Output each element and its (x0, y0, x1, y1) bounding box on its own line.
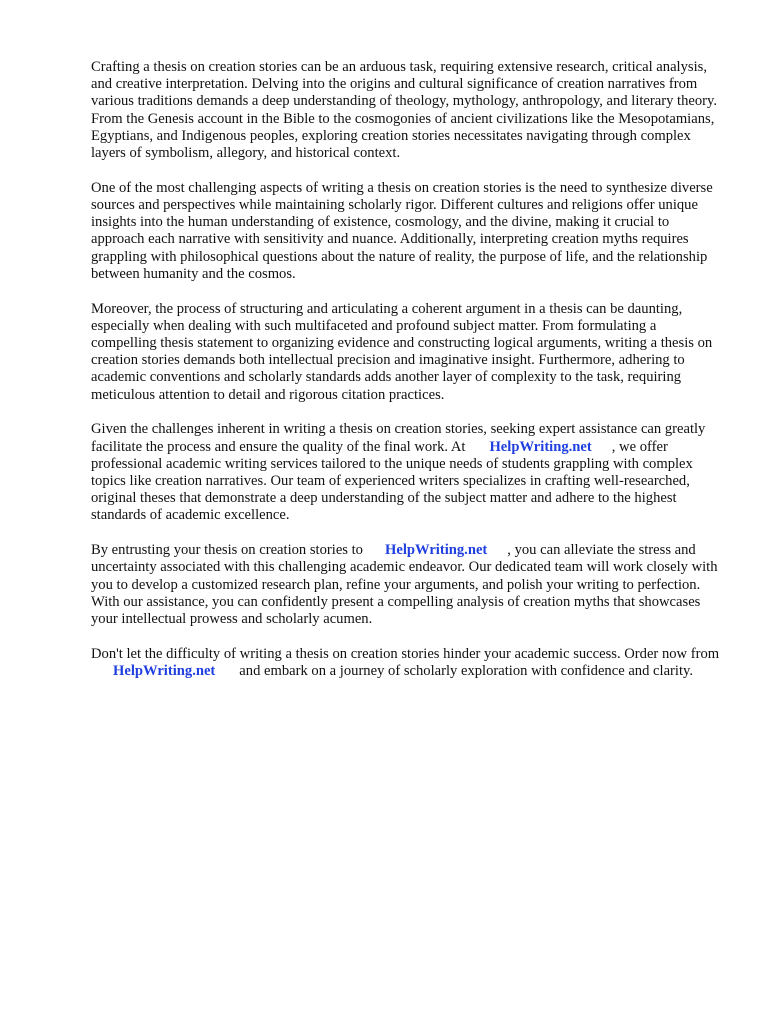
helpwriting-link-3[interactable]: HelpWriting.net (113, 663, 216, 680)
paragraph-assistance (91, 421, 723, 524)
paragraph-call-to-action (91, 646, 723, 680)
paragraph-assistance-text-before: Given the challenges inherent in writing a thesis on creation stories, seeking expert assistance can greatly facilitate the process and ensure the quality of the final work. At (91, 421, 706, 455)
paragraph-structure (91, 301, 723, 404)
helpwriting-link-1[interactable]: HelpWriting.net (489, 438, 592, 455)
paragraph-entrusting-text-after: , you can alleviate the stress and uncertainty associated with this challenging academic endeavor. Our dedicated team will work closely with you to develop a customized research plan, refine your arguments, and polish your writing to perfection. With our assistance, you can confidently present a compelling analysis of creation myths that showcases your intellectual prowess and scholarly acumen. (91, 542, 718, 628)
helpwriting-link-2[interactable]: HelpWriting.net (384, 542, 488, 559)
paragraph-call-to-action-text-after: and embark on a journey of scholarly exploration with confidence and clarity. (239, 663, 694, 680)
paragraph-structure-text: Moreover, the process of structuring and articulating a coherent argument in a thesis can be daunting, especially when dealing with such multifaceted and profound subject matter. From formulating a compelling thesis statement to organizing evidence and constructing logical arguments, writing a thesis on creation stories demands both intellectual precision and imaginative insight. Furthermore, adhering to academic conventions and scholarly standards adds another layer of complexity to the task, requiring meticulous attention to detail and rigorous citation practices. (91, 300, 713, 403)
paragraph-call-to-action-text-before: Don't let the difficulty of writing a thesis on creation stories hinder your academic success. Order now from (91, 645, 720, 662)
paragraph-assistance-text-after: , we offer professional academic writing services tailored to the unique needs of students grappling with complex topics like creation narratives. Our team of experienced writers specializes in crafting well-researched, original theses that demonstrate a deep understanding of the subject matter and adhere to the highest standards of academic excellence. (91, 438, 693, 524)
paragraph-intro-text: Crafting a thesis on creation stories can be an arduous task, requiring extensive research, critical analysis, and creative interpretation. Delving into the origins and cultural significance of creation narratives from various traditions demands a deep understanding of theology, mythology, anthropology, and literary theory. From the Genesis account in the Bible to the cosmogonies of ancient civilizations like the Mesopotamians, Egyptians, and Indigenous peoples, exploring creation stories necessitates navigating through complex layers of symbolism, allegory, and historical context. (91, 59, 718, 162)
paragraph-entrusting-text-before: By entrusting your thesis on creation stories to (91, 542, 363, 559)
paragraph-intro (91, 59, 723, 162)
paragraph-entrusting (91, 542, 723, 628)
document-body (91, 59, 723, 698)
paragraph-challenges (91, 180, 723, 283)
paragraph-challenges-text: One of the most challenging aspects of writing a thesis on creation stories is the need to synthesize diverse sources and perspectives while maintaining scholarly rigor. Different cultures and religions offer unique insights into the human understanding of existence, cosmology, and the divine, making it crucial to approach each narrative with sensitivity and nuance. Additionally, interpreting creation myths requires grappling with philosophical questions about the nature of reality, the purpose of life, and the relationship between humanity and the cosmos. (91, 179, 713, 282)
